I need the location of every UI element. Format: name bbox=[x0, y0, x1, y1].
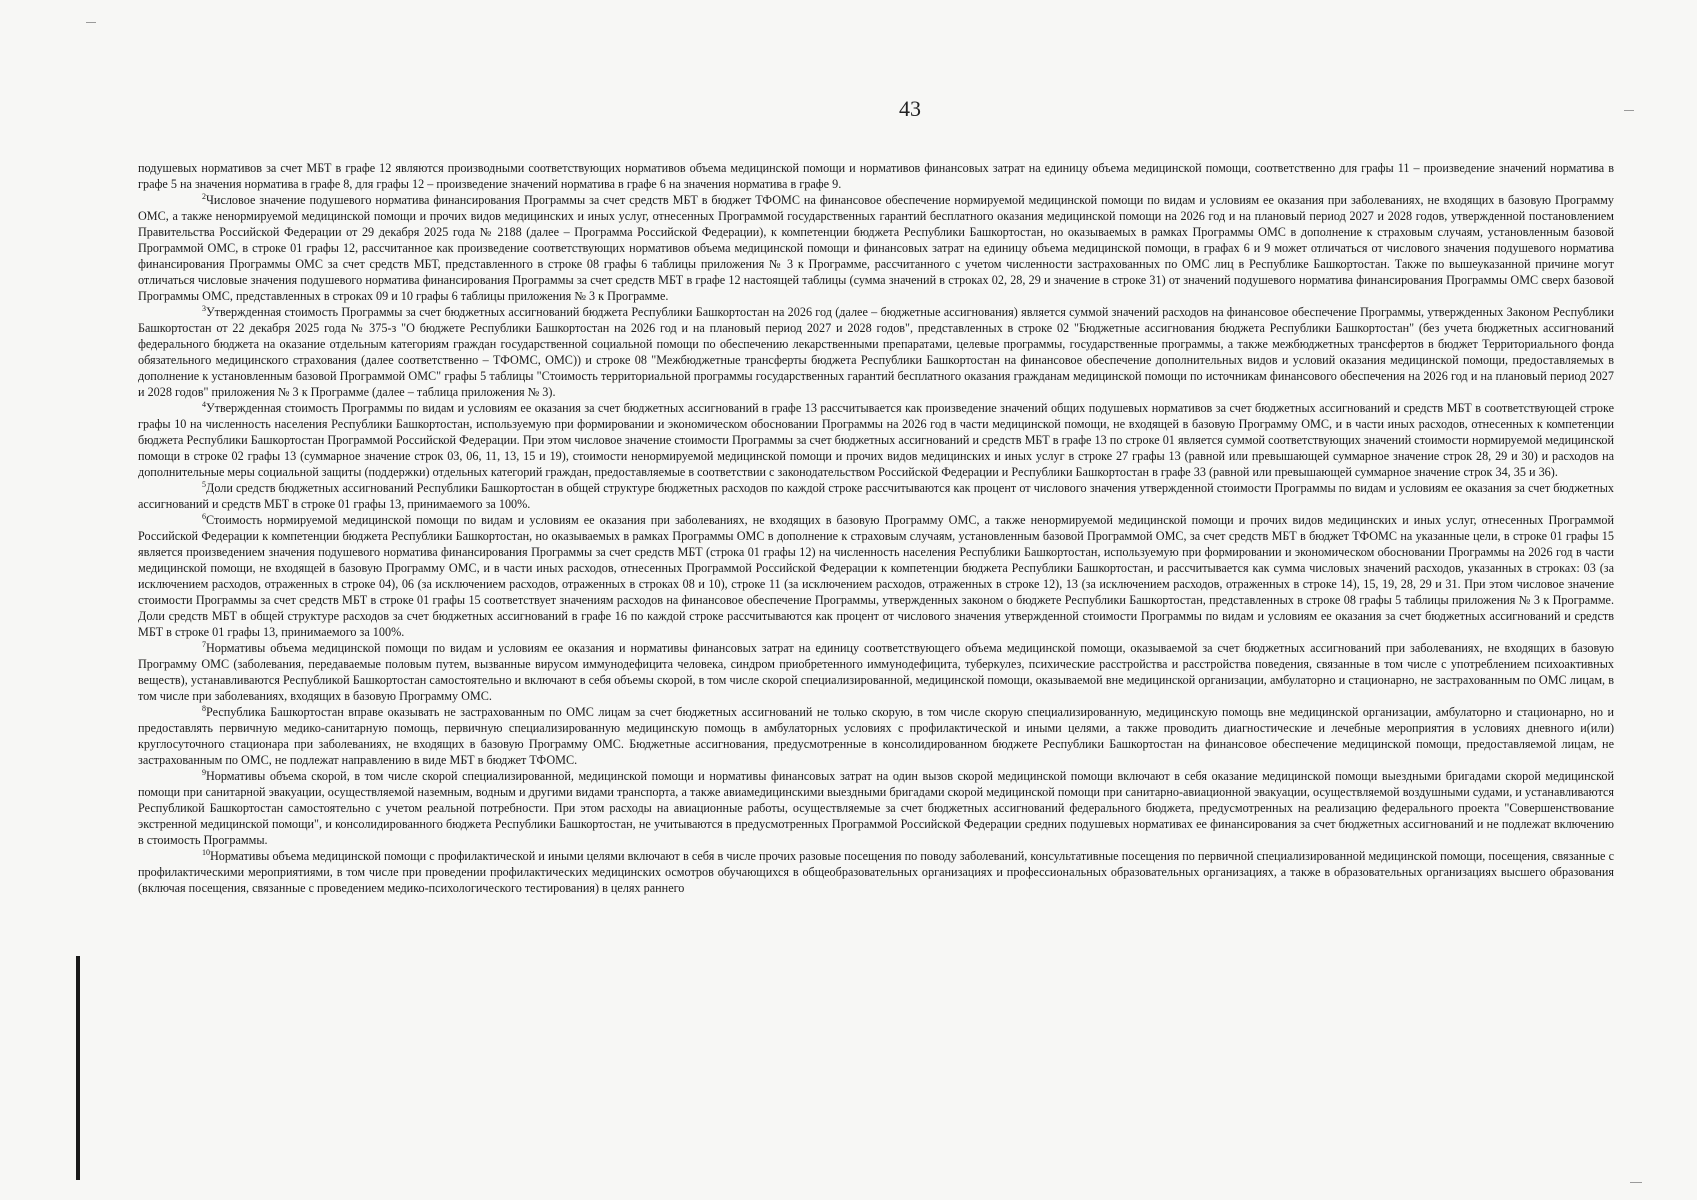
footnote-4 bbox=[138, 400, 1614, 480]
footnote-text: Нормативы объема медицинской помощи с профилактической и иными целями включают в себя в числе прочих разовые посещения по поводу заболеваний, консультативные посещения по первичной специализированной медицинской помощи, посещения, связанные с профилактическими мероприятиями, в том числе при проведении профилактических медицинских осмотров обучающихся в общеобразовательных организациях и профессиональных образовательных организациях, а также в образовательных организациях высшего образования (включая посещения, связанные с проведением медико-психологического тестирования) в целях раннего bbox=[138, 849, 1614, 895]
footnote-text: Утвержденная стоимость Программы по видам и условиям ее оказания за счет бюджетных ассигнований в графе 13 рассчитывается как произведение значений общих подушевых нормативов за счет бюджетных ассигнований и средств МБТ в соответствующей строке графы 10 на численность населения Республики Башкортостан, используемую при формировании и экономическом обосновании Программы на 2026 год в части медицинской помощи, не входящей в базовую Программу ОМС, и в части иных расходов, отнесенных к компетенции бюджета Республики Башкортостан Программой Российской Федерации. При этом числовое значение стоимости Программы за счет бюджетных ассигнований и средств МБТ в графе 13 по строке 01 является суммой соответствующих значений стоимости нормируемой медицинской помощи в строке 02 графы 13 (суммарное значение строк 03, 06, 11, 13, 15 и 19), стоимости ненормируемой медицинской помощи и прочих видов медицинских и иных услуг в строке 27 графы 13 (равной или превышающей суммарное значение строк 28, 29 и 30) и расходов на дополнительные меры социальной защиты (поддержки) отдельных категорий граждан, предоставляемые в соответствии с законодательством Российской Федерации и Республики Башкортостан в графе 33 (равной или превышающей суммарное значение строк 34, 35 и 36). bbox=[138, 401, 1614, 479]
footnote-mark: 8 bbox=[202, 703, 206, 713]
footnote-text: Стоимость нормируемой медицинской помощи по видам и условиям ее оказания при заболеваниях, не входящих в базовую Программу ОМС, а также ненормируемой медицинской помощи и прочих видов медицинских и иных услуг, отнесенных Программой Российской Федерации к компетенции бюджета Республики Башкортостан, но оказываемых в рамках Программы ОМС в дополнение к страховым случаям, установленным базовой Программой ОМС, за счет средств МБТ в бюджет ТФОМС на указанные цели, в строке 01 графы 15 является произведением значения подушевого норматива финансирования Программы за счет средств МБТ (строка 01 графы 12) на численность населения Республики Башкортостан, используемую при формировании и экономическом обосновании Программы на 2026 год в части медицинской помощи, не входящей в базовую Программу ОМС, и в части иных расходов, отнесенных Программой Российской Федерации к компетенции бюджета Республики Башкортостан, и рассчитывается как сумма числовых значений расходов, указанных в строках: 03 (за исключением расходов, отраженных в строке 04), 06 (за исключением расходов, отраженных в строках 08 и 10), строке 11 (за исключением расходов, отраженных в строке 12), 13 (за исключением расходов, отраженных в строке 14), 15, 19, 28, 29 и 31. При этом числовое значение стоимости Программы за счет средств МБТ в строке 01 графы 15 соответствует значениям расходов на финансовое обеспечение Программы, утвержденных законом о бюджете Республики Башкортостан, представленных в строке 08 графы 5 таблицы приложения № 3 к Программе. Доли средств МБТ в общей структуре расходов за счет бюджетных ассигнований в графе 16 по каждой строке рассчитываются как процент от числового значения утвержденной стоимости Программы по видам и условиям ее оказания за счет бюджетных ассигнований и средств МБТ в строке 01 графы 13, принимаемого за 100%. bbox=[138, 513, 1614, 639]
footnote-text: Числовое значение подушевого норматива финансирования Программы за счет средств МБТ в бюджет ТФОМС на финансовое обеспечение нормируемой медицинской помощи по видам и условиям ее оказания при заболеваниях, не входящих в базовую Программу ОМС, а также ненормируемой медицинской помощи и прочих видов медицинских и иных услуг, отнесенных Программой государственных гарантий бесплатного оказания медицинской помощи на 2026 год и на плановый период 2027 и 2028 годов, утвержденной постановлением Правительства Российской Федерации от 29 декабря 2025 года № 2188 (далее – Программа Российской Федерации), к компетенции бюджета Республики Башкортостан, но оказываемых в рамках Программы ОМС в дополнение к страховым случаям, установленным базовой Программой ОМС, в строке 01 графы 12, рассчитанное как произведение соответствующих нормативов объема медицинской помощи и финансовых затрат на единицу объема медицинской помощи, в графах 6 и 9 может отличаться от числового значения подушевого норматива финансирования Программы ОМС за счет средств МБТ, представленного в строке 08 графы 6 таблицы приложения № 3 к Программе, рассчитанного с учетом численности застрахованных по ОМС лиц в Республике Башкортостан. Также по вышеуказанной причине могут отличаться числовые значения подушевого норматива финансирования Программы за счет средств МБТ в графе 12 настоящей таблицы (сумма значений в строках 02, 28, 29 и значение в строке 31) от значений подушевого норматива финансирования Программы ОМС сверх базовой Программы ОМС, представленных в строках 09 и 10 графы 6 таблицы приложения № 3 к Программе. bbox=[138, 193, 1614, 303]
footnote-3 bbox=[138, 304, 1614, 400]
footnote-text: Республика Башкортостан вправе оказывать не застрахованным по ОМС лицам за счет бюджетных ассигнований не только скорую, в том числе скорую специализированную, медицинскую помощь вне медицинской организации, амбулаторно и стационарно, но и предоставлять первичную медико-санитарную помощь, первичную специализированную медицинскую помощь в амбулаторных условиях с профилактической и иными целями, а также проводить диагностические и лечебные мероприятия в условиях дневного и(или) круглосуточного стационара при заболеваниях, не входящих в базовую Программу ОМС. Бюджетные ассигнования, предусмотренные в консолидированном бюджете Республики Башкортостан на финансовое обеспечение медицинской помощи, предоставляемой лицам, не застрахованным по ОМС, не подлежат направлению в виде МБТ в бюджет ТФОМС. bbox=[138, 705, 1614, 767]
footnote-mark: 7 bbox=[202, 639, 206, 649]
footnote-mark: 9 bbox=[202, 767, 206, 777]
paragraph-continuation bbox=[138, 160, 1614, 192]
footnote-mark: 6 bbox=[202, 511, 206, 521]
footnote-mark: 4 bbox=[202, 399, 206, 409]
scan-edge-bar bbox=[76, 956, 80, 1180]
paragraph-text: подушевых нормативов за счет МБТ в графе 12 являются производными соответствующих нормативов объема медицинской помощи и нормативов финансовых затрат на единицу объема медицинской помощи, соответственно для графы 11 – произведение значений норматива в графе 5 на значения норматива в графе 8, для графы 12 – произведение значений норматива в графе 6 на значения норматива в графе 9. bbox=[138, 161, 1614, 191]
footnote-9 bbox=[138, 768, 1614, 848]
document-body bbox=[138, 160, 1614, 896]
footnote-text: Нормативы объема медицинской помощи по видам и условиям ее оказания и нормативы финансовых затрат на единицу соответствующего объема медицинской помощи, оказываемой за счет бюджетных ассигнований при заболеваниях, не входящих в базовую Программу ОМС (заболевания, передаваемые половым путем, вызванные вирусом иммунодефицита человека, синдром приобретенного иммунодефицита, туберкулез, психические расстройства и расстройства поведения, связанные в том числе с употреблением психоактивных веществ), устанавливаются Республикой Башкортостан самостоятельно и включают в себя объемы скорой, в том числе скорой специализированной, медицинской помощи, оказываемой вне медицинской организации, амбулаторно и стационарно, не застрахованным по ОМС лицам, в том числе при заболеваниях, входящих в базовую Программу ОМС. bbox=[138, 641, 1614, 703]
footnote-text: Доли средств бюджетных ассигнований Республики Башкортостан в общей структуре бюджетных расходов по каждой строке рассчитываются как процент от числового значения утвержденной стоимости Программы по видам и условиям ее оказания за счет бюджетных ассигнований и средств МБТ в строке 01 графы 13, принимаемого за 100%. bbox=[138, 481, 1614, 511]
footnote-6 bbox=[138, 512, 1614, 640]
footnote-7 bbox=[138, 640, 1614, 704]
scan-mark bbox=[86, 22, 96, 23]
scan-mark bbox=[1630, 1182, 1642, 1183]
footnote-mark: 2 bbox=[202, 191, 206, 201]
footnote-10 bbox=[138, 848, 1614, 896]
footnote-text: Утвержденная стоимость Программы за счет бюджетных ассигнований бюджета Республики Башкортостан на 2026 год (далее – бюджетные ассигнования) является суммой значений расходов на финансовое обеспечение Программы, утвержденных Законом Республики Башкортостан от 22 декабря 2025 года № 375-з "О бюджете Республики Башкортостан на 2026 год и на плановый период 2027 и 2028 годов", представленных в строке 02 "Бюджетные ассигнования бюджета Республики Башкортостан" (без учета бюджетных ассигнований федерального бюджета на оказание отдельным категориям граждан государственной социальной помощи по обеспечению лекарственными препаратами, целевые программы, государственные программы, а также межбюджетных трансфертов в бюджет Территориального фонда обязательного медицинского страхования (далее соответственно – ТФОМС, ОМС)) и строке 08 "Межбюджетные трансферты бюджета Республики Башкортостан на финансовое обеспечение дополнительных видов и условий оказания медицинской помощи, предоставляемых в дополнение к установленным базовой Программой ОМС" графы 5 таблицы "Стоимость территориальной программы государственных гарантий бесплатного оказания гражданам медицинской помощи по источникам финансового обеспечения на 2026 год и на плановый период 2027 и 2028 годов" приложения № 3 к Программе (далее – таблица приложения № 3). bbox=[138, 305, 1614, 399]
footnote-5 bbox=[138, 480, 1614, 512]
footnote-mark: 5 bbox=[202, 479, 206, 489]
page-number: 43 bbox=[899, 96, 921, 121]
footnote-mark: 10 bbox=[202, 847, 210, 857]
footnote-text: Нормативы объема скорой, в том числе скорой специализированной, медицинской помощи и нормативы финансовых затрат на один вызов скорой медицинской помощи включают в себя оказание медицинской помощи выездными бригадами скорой медицинской помощи при санитарной эвакуации, осуществляемой наземным, водным и другими видами транспорта, а также авиамедицинскими выездными бригадами скорой медицинской помощи при санитарно-авиационной эвакуации, осуществляемой воздушными судами, и устанавливаются Республикой Башкортостан самостоятельно с учетом реальной потребности. При этом расходы на авиационные работы, осуществляемые за счет бюджетных ассигнований федерального бюджета, предусмотренных на реализацию федерального проекта "Совершенствование экстренной медицинской помощи", и консолидированного бюджета Республики Башкортостан, не учитываются в предусмотренных Программой Российской Федерации средних подушевых нормативах ее финансирования за счет бюджетных ассигнований и не подлежат включению в стоимость Программы. bbox=[138, 769, 1614, 847]
footnote-2 bbox=[138, 192, 1614, 304]
footnote-8 bbox=[138, 704, 1614, 768]
footnote-mark: 3 bbox=[202, 303, 206, 313]
